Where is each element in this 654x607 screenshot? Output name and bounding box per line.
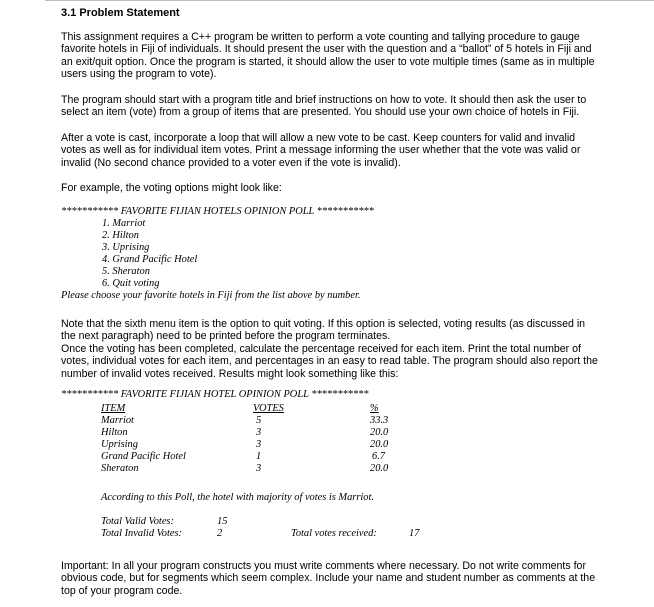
row-votes: 1 [256, 451, 262, 462]
menu-option: 4. Grand Pacific Hotel [102, 254, 198, 265]
column-header-item: ITEM [101, 403, 126, 414]
row-votes: 3 [256, 463, 262, 474]
invalid-votes-label: Total Invalid Votes: [101, 528, 183, 539]
row-item: Sheraton [101, 463, 139, 474]
row-votes: 3 [256, 439, 262, 450]
paragraph-quit-note: Note that the sixth menu item is the option to quit voting. If this option is selected, voting results (as discussed in the next paragraph) need to be printed before the program terminates. [61, 318, 586, 343]
row-item: Hilton [101, 427, 128, 438]
majority-statement: According to this Poll, the hotel with majority of votes is Marriot. [101, 492, 374, 503]
menu-option: 6. Quit voting [102, 278, 160, 289]
row-item: Uprising [101, 439, 138, 450]
menu-header: *********** FAVORITE FIJIAN HOTELS OPINION POLL *********** [61, 206, 374, 217]
menu-option: 1. Marriot [102, 218, 146, 229]
paragraph-loop: After a vote is cast, incorporate a loop that will allow a new vote to be cast. Keep counters for valid and invalid votes as well as for individual item votes. Print a message informing the user whether that the vote was valid or invalid (No second chance provided to a voter even if the vote is invalid). [61, 132, 581, 169]
row-percent: 20.0 [370, 439, 389, 450]
page-top-border [45, 0, 654, 1]
paragraph-example-intro: For example, the voting options might look like: [61, 182, 282, 194]
invalid-votes-value: 2 [217, 528, 223, 539]
results-example [61, 389, 601, 539]
column-header-percent: % [370, 403, 379, 414]
valid-votes-label: Total Valid Votes: [101, 516, 174, 527]
paragraph-program-start: The program should start with a program title and brief instructions on how to vote. It should then ask the user to select an item (vote) from a group of items that are presented. You should use your own choice of hotels in Fiji. [61, 94, 587, 119]
paragraph-results-intro: Once the voting has been completed, calculate the percentage received for each item. Print the total number of votes, individual votes for each item, and percentages in an easy to read table. The program should also report the number of invalid votes received. Results might look something like this: [61, 343, 598, 380]
menu-option: 2. Hilton [102, 230, 139, 241]
menu-prompt: Please choose your favorite hotels in Fiji from the list above by number. [61, 290, 361, 301]
row-item: Grand Pacific Hotel [101, 451, 186, 462]
row-percent: 33.3 [370, 415, 389, 426]
menu-option: 5. Sheraton [102, 266, 150, 277]
menu-option: 3. Uprising [102, 242, 150, 253]
row-percent: 20.0 [370, 427, 389, 438]
row-item: Marriot [101, 415, 134, 426]
total-received-label: Total votes received: [291, 528, 377, 539]
row-percent: 6.7 [372, 451, 385, 462]
paragraph-important: Important: In all your program constructs you must write comments where necessary. Do not write comments for obvious code, but for segments which seem complex. Include your name and student number as comments at the top of your program code. [61, 560, 596, 597]
row-votes: 5 [256, 415, 262, 426]
column-header-votes: VOTES [253, 403, 284, 414]
section-title: 3.1 Problem Statement [61, 7, 180, 19]
menu-example [61, 206, 601, 306]
paragraph-intro: This assignment requires a C++ program be written to perform a vote counting and tallying procedure to gauge favorite hotels in Fiji of individuals. It should present the user with the question and a “ballot” of 5 hotels in Fiji and an exit/quit option. Once the program is started, it should allow the user to vote multiple times (same as in multiple users using the program to vote). [61, 31, 595, 80]
valid-votes-value: 15 [217, 516, 228, 527]
row-votes: 3 [256, 427, 262, 438]
results-header: *********** FAVORITE FIJIAN HOTEL OPINION POLL *********** [61, 389, 369, 400]
total-received-value: 17 [409, 528, 420, 539]
row-percent: 20.0 [370, 463, 389, 474]
